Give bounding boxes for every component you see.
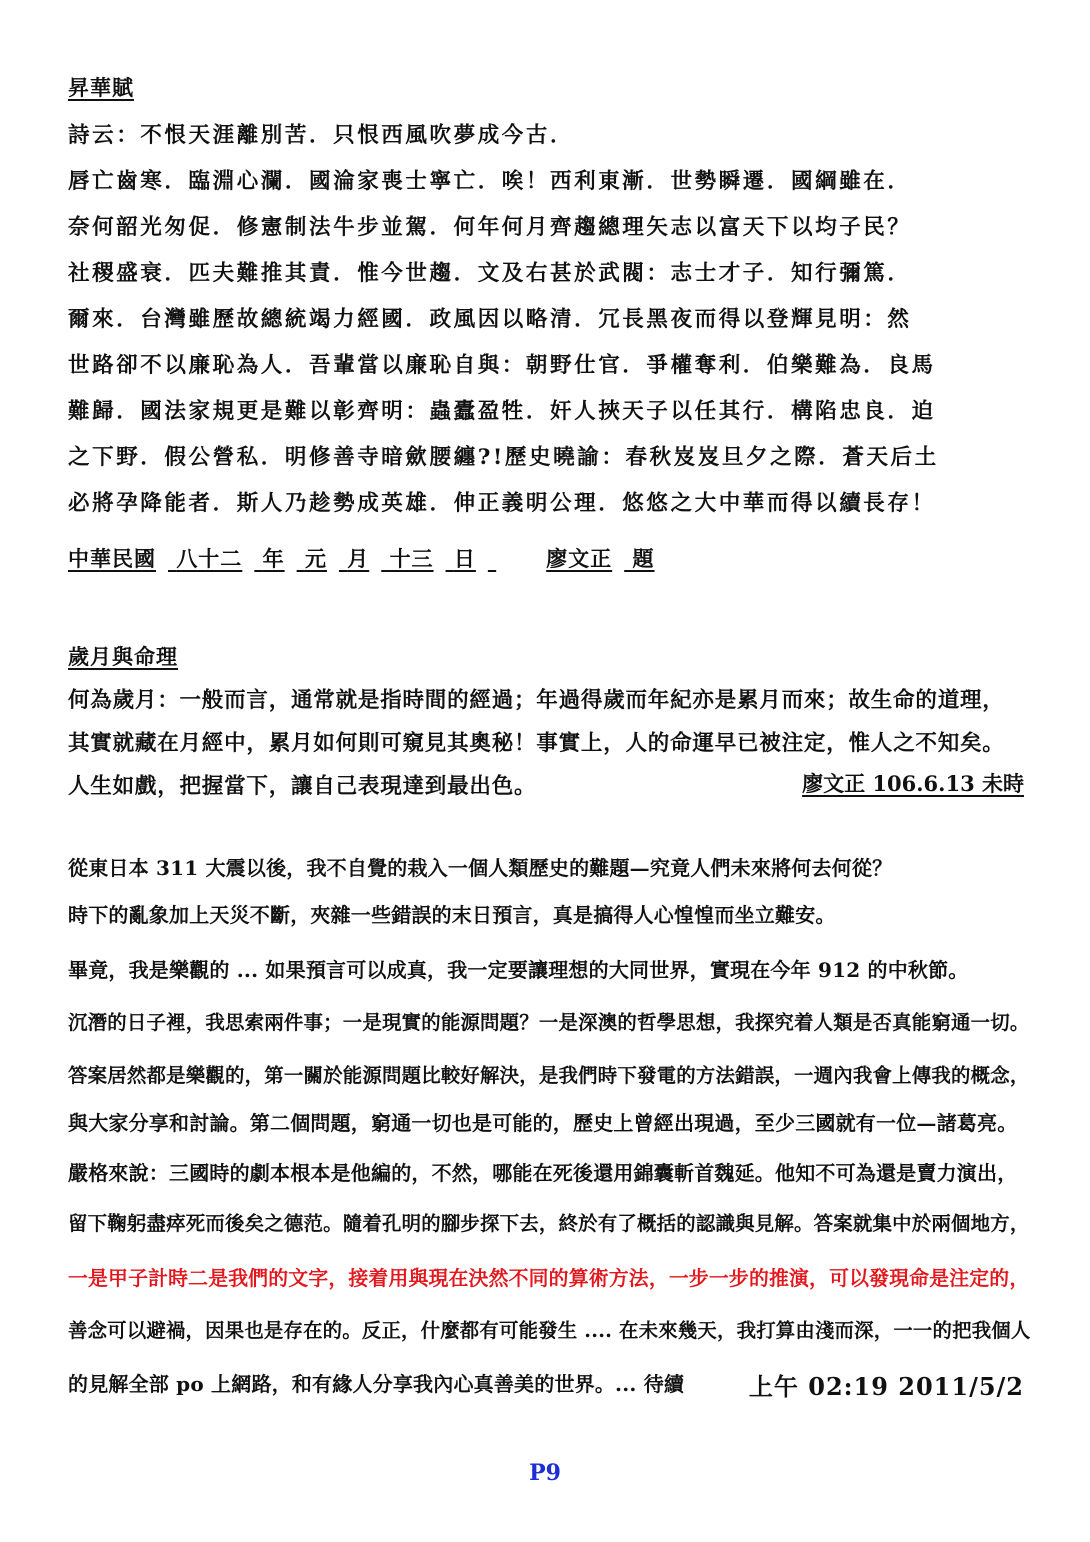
paragraph-line: 其實就藏在月經中，累月如何則可窺見其奧秘！事實上，人的命運早已被注定，惟人之不知矣。 (68, 731, 1005, 756)
paragraph-line: 畢竟，我是樂觀的 ... 如果預言可以成真，我一定要讓理想的大同世界，實現在今年 912 的中秋節。 (68, 958, 969, 982)
section2-signature: 廖文正 106.6.13 未時 (802, 771, 1024, 796)
date-author: 廖文正 (546, 546, 613, 571)
date-month: 元 (304, 546, 327, 571)
poem-line: 爾來．台灣雖歷故總統竭力經國．政風因以略清．冗長黑夜而得以登輝見明：然 (68, 307, 912, 332)
date-day-unit: 日 (453, 546, 476, 571)
poem-line: 唇亡齒寒．臨淵心瀾．國淪家喪士寧亡．唉！西利東漸．世勢瞬遷．國綱雖在． (68, 169, 912, 194)
section1-title: 昇華賦 (68, 75, 134, 100)
paragraph-line: 答案居然都是樂觀的，第一關於能源問題比較好解決，是我們時下發電的方法錯誤，一週內我會上傳我的概念， (68, 1064, 1030, 1087)
paragraph-line: 善念可以避禍，因果也是存在的。反正，什麼都有可能發生 .... 在未來幾天，我打算由淺而深，一一的把我個人 (68, 1319, 1031, 1342)
date-day: 十三 (389, 546, 434, 571)
paragraph-line: 人生如戲，把握當下，讓自己表現達到最出色。 (68, 774, 537, 799)
paragraph-line: 從東日本 311 大震以後，我不自覺的栽入一個人類歷史的難題—究竟人們未來將何去何從？ (68, 856, 893, 880)
paragraph-line: 留下鞠躬盡瘁死而後矣之德范。隨着孔明的腳步探下去，終於有了概括的認識與見解。答案就集中於兩個地方， (68, 1212, 1030, 1235)
poem-line: 難歸．國法家規更是難以彰齊明：蟲蠹盈牲．奸人挾天子以任其行．構陷忠良．迫 (68, 399, 936, 424)
date-month-unit: 月 (347, 546, 370, 571)
poem-line: 奈何韶光匆促．修憲制法牛步並駕．何年何月齊趨總理矢志以富天下以均子民？ (68, 215, 912, 240)
section3-timestamp: 上午 02:19 2011/5/2 (748, 1372, 1024, 1401)
poem-line: 詩云：不恨天涯離別苦．只恨西風吹夢成今古． (68, 123, 575, 148)
paragraph-line: 與大家分享和討論。第二個問題，窮通一切也是可能的，歷史上曾經出現過，至少三國就有一位—諸葛亮。 (68, 1111, 1018, 1135)
poem-line: 之下野．假公營私．明修善寺暗歛腰纏?!歷史曉諭：春秋岌岌旦夕之際．蒼天后土 (68, 445, 939, 470)
section1-date-line (68, 543, 667, 573)
highlighted-paragraph-line: 一是甲子計時二是我們的文字，接着用與現在決然不同的算術方法，一步一步的推演，可以發現命是注定的， (68, 1266, 1030, 1290)
paragraph-line: 嚴格來說：三國時的劇本根本是他編的，不然，哪能在死後還用錦囊斬首魏延。他知不可為還是賣力演出， (68, 1161, 1018, 1185)
section2-title: 歲月與命理 (68, 644, 178, 669)
paragraph-line: 的見解全部 po 上網路，和有緣人分享我內心真善美的世界。... 待續 (68, 1372, 685, 1396)
paragraph-line: 沉潛的日子裡，我思索兩件事；一是現實的能源問題？一是深澳的哲學思想，我探究着人類是否真能窮通一切。 (68, 1011, 1030, 1034)
poem-line: 世路卻不以廉恥為人．吾輩當以廉恥自與：朝野仕官．爭權奪利．伯樂難為．良馬 (68, 353, 936, 378)
poem-line: 社稷盛衰．匹夫難推其責．惟今世趨．文及右甚於武閥：志士才子．知行彌篤． (68, 261, 912, 286)
poem-line: 必將孕降能者．斯人乃趁勢成英雄．伸正義明公理．悠悠之大中華而得以續長存！ (68, 491, 936, 516)
paragraph-line: 時下的亂象加上天災不斷，夾雜一些錯誤的末日預言，真是搞得人心惶惶而坐立難安。 (68, 903, 836, 927)
paragraph-line: 何為歲月：一般而言，通常就是指時間的經過；年過得歲而年紀亦是累月而來；故生命的道理， (68, 688, 1005, 713)
date-suffix: 題 (632, 546, 655, 571)
date-year: 八十二 (176, 546, 243, 571)
page-number: P9 (529, 1460, 561, 1486)
date-year-unit: 年 (262, 546, 285, 571)
date-country: 中華民國 (68, 546, 156, 571)
